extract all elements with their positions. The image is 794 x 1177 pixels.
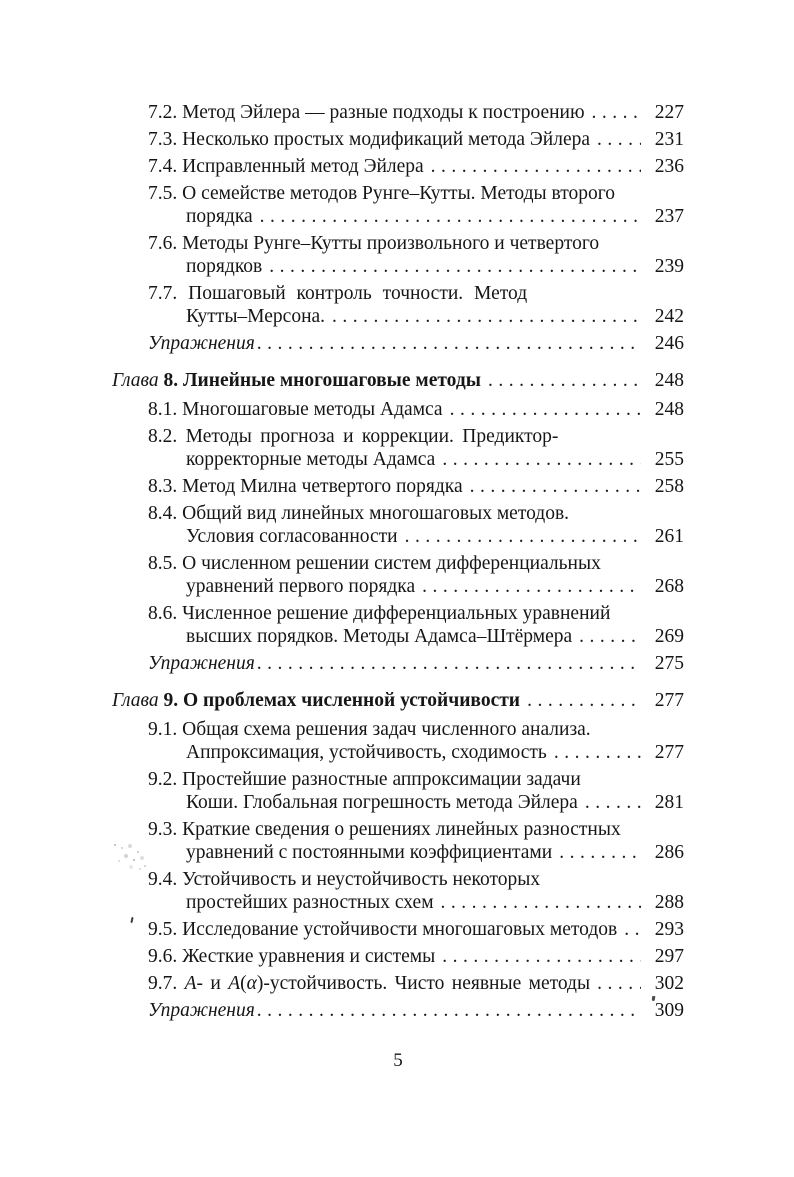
page-ref: 302 xyxy=(654,973,684,994)
toc-entry-label: порядка xyxy=(186,206,253,227)
toc-entry xyxy=(148,552,684,598)
toc-entry-label: корректорные методы Адамса xyxy=(186,449,436,470)
dot-leader xyxy=(450,398,641,421)
page-ref: 277 xyxy=(654,742,684,763)
toc-entry xyxy=(148,232,684,278)
page-ref: 286 xyxy=(654,842,684,863)
dot-leader xyxy=(527,689,641,713)
toc-entry-label: 9.2. Простейшие разностные аппроксимации задачи xyxy=(148,769,581,790)
toc-chapter-entry xyxy=(112,369,684,393)
toc-entry xyxy=(148,425,684,471)
scan-smudge-artifact xyxy=(114,844,116,846)
toc-entry-label: 9.7. A- и A(α)-устойчивость. Чисто неявные методы xyxy=(148,973,591,994)
page-ref: 248 xyxy=(654,370,684,391)
toc-entry-label: 9.5. Исследование устойчивости многошаговых методов xyxy=(148,919,618,940)
toc-entry-label: 9.4. Устойчивость и неустойчивость некоторых xyxy=(148,869,541,890)
dot-leader xyxy=(442,945,641,968)
toc-entry-label: Упражнения xyxy=(148,1000,255,1021)
toc-entry-exercises xyxy=(148,999,684,1022)
toc-entry xyxy=(148,818,684,864)
dot-leader xyxy=(624,918,641,941)
dot-leader xyxy=(585,791,641,814)
toc-entry-label: уравнений первого порядка xyxy=(186,576,416,597)
page-ref: 297 xyxy=(654,946,684,967)
toc-entry-label: 7.4. Исправленный метод Эйлера xyxy=(148,156,424,177)
toc-entry-label: 8.6. Численное решение дифференциальных уравнений xyxy=(148,603,611,624)
page-ref: 239 xyxy=(654,256,684,277)
toc-entry-label: 7.7. Пошаговый контроль точности. Метод xyxy=(148,283,528,304)
dot-leader xyxy=(554,741,641,764)
dot-leader xyxy=(260,205,641,228)
toc-entry-label: 7.3. Несколько простых модификаций метода Эйлера xyxy=(148,129,591,150)
toc-entry xyxy=(148,101,684,124)
dot-leader xyxy=(592,101,641,124)
chapter-title: Глава 8. Линейные многошаговые методы xyxy=(112,370,481,391)
dot-leader xyxy=(470,475,641,498)
chapter-prefix: Глава xyxy=(112,370,159,391)
dot-leader xyxy=(597,128,641,151)
toc-entry-label: Коши. Глобальная погрешность метода Эйлера xyxy=(186,792,578,813)
toc-entry xyxy=(148,128,684,151)
toc-entry-label: 8.1. Многошаговые методы Адамса xyxy=(148,399,443,420)
toc-chapter-entry xyxy=(112,689,684,713)
dot-leader xyxy=(332,305,641,328)
toc-entry-label: уравнений с постоянными коэффициентами xyxy=(186,842,553,863)
toc-entry xyxy=(148,718,684,764)
page-ref: 237 xyxy=(654,206,684,227)
dot-leader xyxy=(405,525,641,548)
toc xyxy=(112,101,684,1026)
page-ref: 281 xyxy=(654,792,684,813)
dot-leader xyxy=(441,891,641,914)
toc-entry-label: 7.5. О семействе методов Рунге–Кутты. Методы второго xyxy=(148,183,616,204)
page-ref: 275 xyxy=(654,653,684,674)
toc-entry-label: Аппроксимация, устойчивость, сходимость xyxy=(186,742,547,763)
dot-leader xyxy=(488,369,641,393)
dot-leader xyxy=(442,448,641,471)
toc-entry xyxy=(148,155,684,178)
page-ref: 309 xyxy=(654,1000,684,1021)
toc-entry-label: 8.3. Метод Милна четвертого порядка xyxy=(148,476,463,497)
toc-entry xyxy=(148,182,684,228)
dot-leader xyxy=(269,255,641,278)
toc-entry xyxy=(148,972,684,995)
toc-section xyxy=(112,369,684,675)
toc-entry xyxy=(148,918,684,941)
toc-entry-label: 9.1. Общая схема решения задач численного анализа. xyxy=(148,719,591,740)
toc-entry-label: 8.2. Методы прогноза и коррекции. Предиктор- xyxy=(148,426,559,447)
page-ref: 277 xyxy=(654,690,684,711)
toc-entry-label: 8.4. Общий вид линейных многошаговых методов. xyxy=(148,503,570,524)
toc-entry-label: порядков xyxy=(186,256,263,277)
toc-entry-label: Упражнения xyxy=(148,333,255,354)
dot-leader xyxy=(431,155,641,178)
toc-entry-label: высших порядков. Методы Адамса–Штёрмера xyxy=(186,626,573,647)
toc-entry-label: 7.2. Метод Эйлера — разные подходы к построению xyxy=(148,102,585,123)
page-ref: 269 xyxy=(654,626,684,647)
toc-entry xyxy=(148,868,684,914)
toc-entry xyxy=(148,768,684,814)
dot-leader xyxy=(422,575,641,598)
chapter-prefix: Глава xyxy=(112,690,159,711)
page-ref: 248 xyxy=(654,399,684,420)
toc-entry-label: 9.3. Краткие сведения о решениях линейных разностных xyxy=(148,819,621,840)
page-ref: 231 xyxy=(654,129,684,150)
toc-entry-label: Условия согласованности xyxy=(186,526,398,547)
toc-section xyxy=(112,101,684,355)
toc-entry xyxy=(148,602,684,648)
dot-leader xyxy=(597,972,641,995)
toc-entry-label: 8.5. О численном решении систем дифференциальных xyxy=(148,553,601,574)
dot-leader xyxy=(257,999,641,1022)
page-ref: 258 xyxy=(654,476,684,497)
dot-leader xyxy=(257,652,641,675)
toc-entry-exercises xyxy=(148,332,684,355)
page-ref: 255 xyxy=(654,449,684,470)
toc-entry xyxy=(148,945,684,968)
toc-entry-label: простейших разностных схем xyxy=(186,892,434,913)
toc-entry xyxy=(148,475,684,498)
page-ref: 288 xyxy=(654,892,684,913)
toc-entry xyxy=(148,282,684,328)
toc-section xyxy=(112,689,684,1022)
toc-entry-label: Кутты–Мерсона. xyxy=(186,306,326,327)
page-number: 5 xyxy=(393,1050,403,1071)
toc-entry-exercises xyxy=(148,652,684,675)
toc-entry-label: Упражнения xyxy=(148,653,255,674)
toc-entry xyxy=(148,502,684,548)
toc-entry-label: 9.6. Жесткие уравнения и системы xyxy=(148,946,436,967)
toc-entry xyxy=(148,398,684,421)
page-ref: 227 xyxy=(654,102,684,123)
toc-entry-label: 7.6. Методы Рунге–Кутты произвольного и четвертого xyxy=(148,233,600,254)
dot-leader xyxy=(257,332,641,355)
page-ref: 242 xyxy=(654,306,684,327)
dot-leader xyxy=(579,625,641,648)
page-ref: 268 xyxy=(654,576,684,597)
dot-leader xyxy=(559,841,641,864)
page-ref: 246 xyxy=(654,333,684,354)
page-ref: 236 xyxy=(654,156,684,177)
page-ref: 261 xyxy=(654,526,684,547)
chapter-title: Глава 9. О проблемах численной устойчивости xyxy=(112,690,521,711)
page-ref: 293 xyxy=(654,919,684,940)
